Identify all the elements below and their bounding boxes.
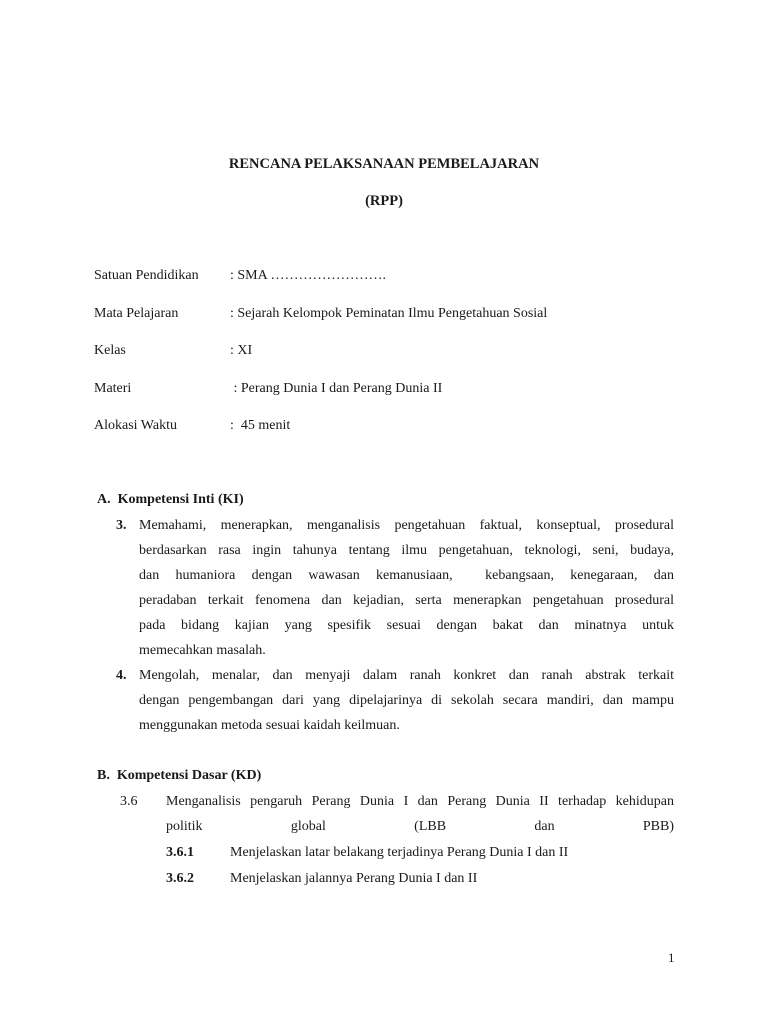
paragraph-line: pada bidang kajian yang spesifik sesuai dengan bakat dan minatnya untuk	[139, 618, 674, 633]
paragraph-line: Menganalisis pengaruh Perang Dunia I dan Perang Dunia II terhadap kehidupan	[166, 794, 674, 809]
identity-value: : Perang Dunia I dan Perang Dunia II	[230, 381, 443, 396]
identity-value: : SMA …………………….	[230, 268, 386, 283]
paragraph-line: Memahami, menerapkan, menganalisis pengetahuan faktual, konseptual, prosedural	[139, 518, 674, 533]
indicator-text: Menjelaskan latar belakang terjadinya Perang Dunia I dan II	[230, 845, 569, 860]
section-heading-kd: B. Kompetensi Dasar (KD)	[97, 768, 262, 783]
indicator-number: 3.6.1	[166, 845, 194, 860]
list-number: 3.6	[120, 794, 138, 809]
paragraph-line: dan humaniora dengan wawasan kemanusiaan, kebangsaan, kenegaraan, dan	[139, 568, 674, 583]
paragraph-line: menggunakan metoda sesuai kaidah keilmuan.	[139, 718, 400, 733]
paragraph-line: memecahkan masalah.	[139, 643, 266, 658]
paragraph-line: Mengolah, menalar, dan menyaji dalam ranah konkret dan ranah abstrak terkait	[139, 668, 674, 683]
identity-value: : XI	[230, 343, 253, 358]
list-number: 4.	[116, 668, 127, 683]
identity-label: Mata Pelajaran	[94, 306, 179, 321]
section-heading-ki: A. Kompetensi Inti (KI)	[97, 492, 244, 507]
indicator-text: Menjelaskan jalannya Perang Dunia I dan II	[230, 871, 478, 886]
list-number: 3.	[116, 518, 127, 533]
identity-label: Materi	[94, 381, 132, 396]
paragraph-line: peradaban terkait fenomena dan kejadian, serta menerapkan pengetahuan prosedural	[139, 593, 674, 608]
identity-value: : 45 menit	[230, 418, 291, 433]
paragraph-line: dengan pengembangan dari yang dipelajarinya di sekolah secara mandiri, dan mampu	[139, 693, 674, 708]
identity-value: : Sejarah Kelompok Peminatan Ilmu Pengetahuan Sosial	[230, 306, 548, 321]
page-number: 1	[668, 950, 675, 965]
identity-label: Kelas	[94, 343, 126, 358]
document-subtitle: (RPP)	[365, 193, 403, 209]
indicator-number: 3.6.2	[166, 871, 194, 886]
document-title: RENCANA PELAKSANAAN PEMBELAJARAN	[228, 156, 540, 172]
identity-label: Satuan Pendidikan	[94, 268, 199, 283]
paragraph-line: berdasarkan rasa ingin tahunya tentang ilmu pengetahuan, teknologi, seni, budaya,	[139, 543, 674, 558]
paragraph-line: politik global (LBB dan PBB)	[166, 819, 674, 834]
identity-label: Alokasi Waktu	[94, 418, 177, 433]
